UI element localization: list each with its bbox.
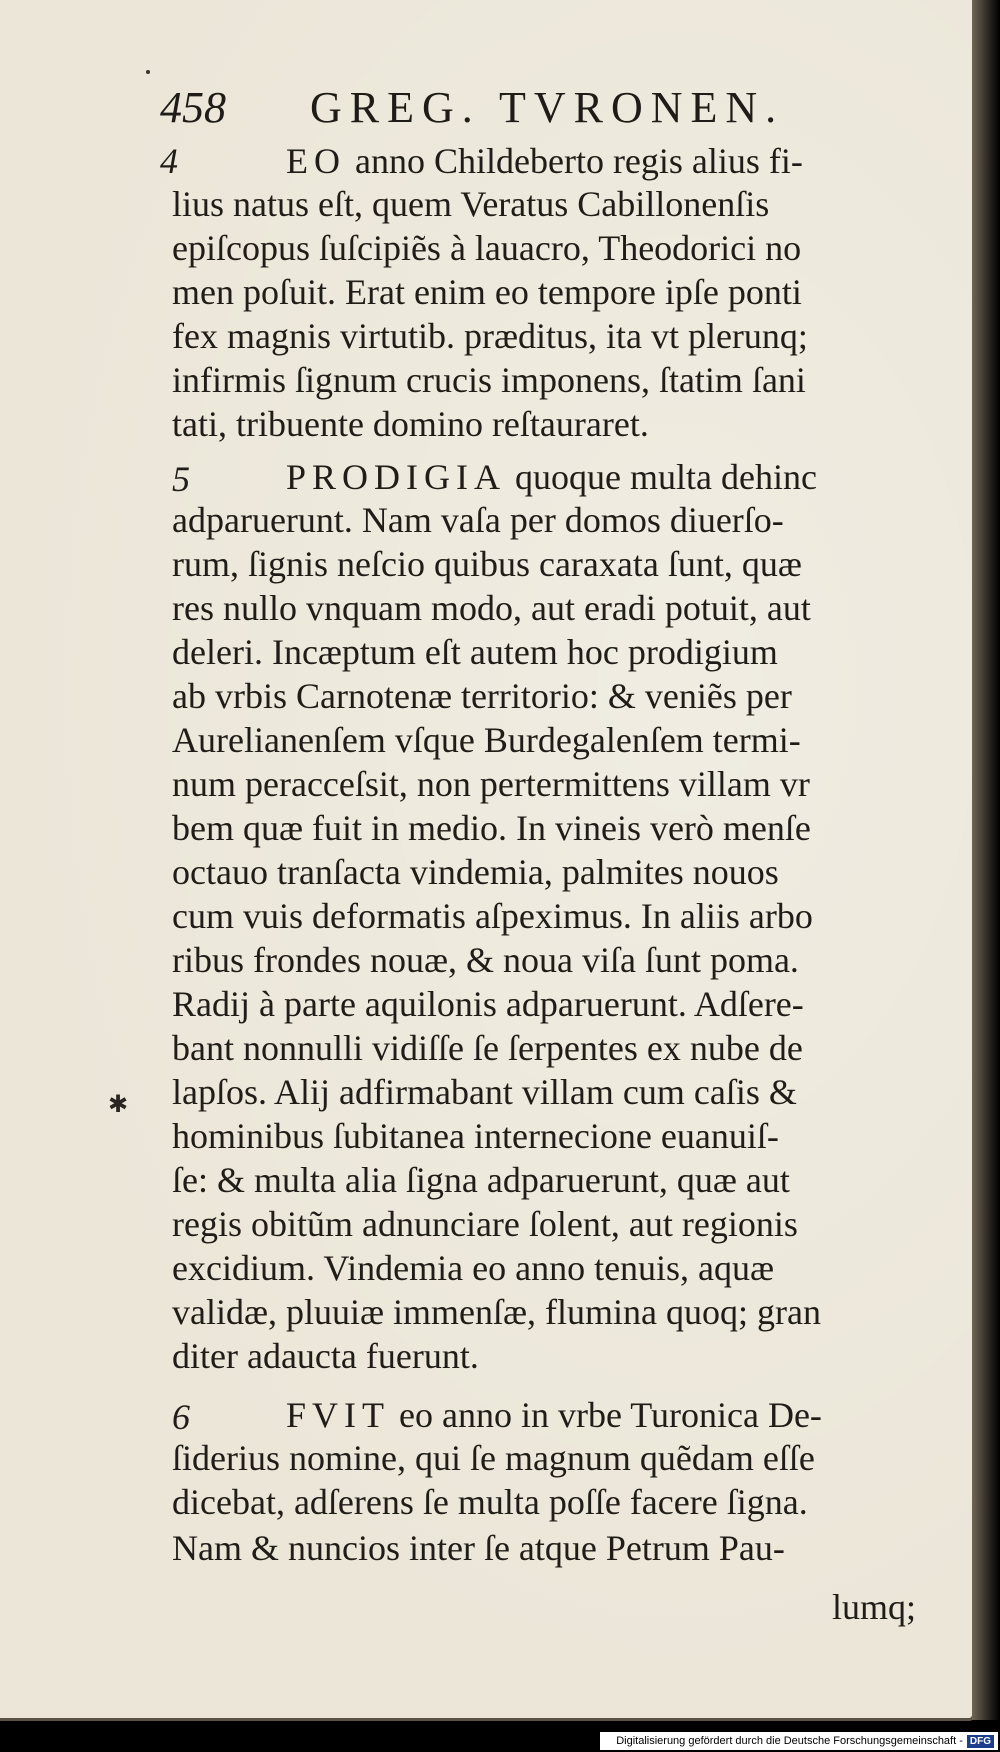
text-line: octauo tranſacta vindemia, palmites nouos bbox=[172, 852, 779, 892]
text-line: ab vrbis Carnotenæ territorio: & veniẽs per bbox=[172, 676, 792, 716]
text-line: cum vuis deformatis aſpeximus. In aliis arbo bbox=[172, 896, 813, 936]
text-line: hominibus ſubitanea internecione euanuiſ- bbox=[172, 1116, 779, 1156]
section-number: 5 bbox=[172, 459, 190, 499]
text-line: ſe: & multa alia ſigna adparuerunt, quæ aut bbox=[172, 1160, 790, 1200]
running-head: GREG. TVRONEN. bbox=[310, 83, 785, 132]
credit-text: Digitalisierung gefördert durch die Deutsche Forschungsgemeinschaft - bbox=[616, 1735, 963, 1747]
text-line: infirmis ſignum crucis imponens, ſtatim ſani bbox=[172, 360, 806, 400]
margin-dot bbox=[146, 70, 150, 74]
text-line: Radij à parte aquilonis adparuerunt. Adſere- bbox=[172, 984, 804, 1024]
digitization-credit bbox=[600, 1732, 998, 1750]
text-line: fex magnis virtutib. præditus, ita vt plerunq; bbox=[172, 316, 808, 356]
text-line: bem quæ fuit in medio. In vineis verò menſe bbox=[172, 808, 811, 848]
section-head-rest: quoque multa dehinc bbox=[515, 457, 817, 497]
text-line: dicebat, adſerens ſe multa poſſe facere ſigna. bbox=[172, 1482, 808, 1522]
text-line: Aurelianenſem vſque Burdegalenſem termi- bbox=[172, 720, 801, 760]
text-line: men poſuit. Erat enim eo tempore ipſe ponti bbox=[172, 272, 802, 312]
section-head-rest: anno Childeberto regis alius fi- bbox=[355, 141, 803, 181]
text-line: res nullo vnquam modo, aut eradi potuit, aut bbox=[172, 588, 811, 628]
section-head-word: FVIT bbox=[286, 1395, 390, 1435]
text-line: epiſcopus ſuſcipiẽs à lauacro, Theodorici no bbox=[172, 228, 802, 268]
dfg-logo: DFG bbox=[967, 1735, 994, 1748]
section-number: 6 bbox=[172, 1397, 190, 1437]
page-header bbox=[160, 82, 960, 132]
text-line: lapſos. Alij adfirmabant villam cum caſis & bbox=[172, 1072, 797, 1112]
text-line: diter adaucta fuerunt. bbox=[172, 1336, 479, 1376]
section-head-word: EO bbox=[286, 141, 346, 181]
section-head-line bbox=[286, 456, 817, 498]
margin-asterisk-icon: ✱ bbox=[108, 1090, 129, 1118]
section-head-rest: eo anno in vrbe Turonica De- bbox=[399, 1395, 822, 1435]
text-line: regis obitũm adnunciare ſolent, aut regionis bbox=[172, 1204, 798, 1244]
text-line: tati, tribuente domino reſtauraret. bbox=[172, 404, 649, 444]
text-line: ribus frondes nouæ, & noua viſa ſunt poma. bbox=[172, 940, 799, 980]
section-head-line bbox=[286, 140, 803, 182]
text-line: num peracceſsit, non pertermittens villam vr bbox=[172, 764, 810, 804]
text-line: excidium. Vindemia eo anno tenuis, aquæ bbox=[172, 1248, 775, 1288]
text-line: rum, ſignis neſcio quibus caraxata ſunt, quæ bbox=[172, 544, 802, 584]
text-line: bant nonnulli vidiſſe ſe ſerpentes ex nube de bbox=[172, 1028, 803, 1068]
text-line: adparuerunt. Nam vaſa per domos diuerſo- bbox=[172, 500, 784, 540]
section-head-word: PRODIGIA bbox=[286, 457, 507, 497]
page-edge bbox=[972, 0, 1000, 1720]
catchword: lumq; bbox=[832, 1587, 917, 1627]
text-line: ſiderius nomine, qui ſe magnum quẽdam eſſe bbox=[172, 1438, 815, 1478]
page-number: 458 bbox=[160, 83, 226, 132]
text-line: Nam & nuncios inter ſe atque Petrum Pau- bbox=[172, 1528, 785, 1568]
text-line: deleri. Incæptum eſt autem hoc prodigium bbox=[172, 632, 778, 672]
section-number: 4 bbox=[160, 141, 178, 181]
text-line: lius natus eſt, quem Veratus Cabillonenſis bbox=[172, 184, 770, 224]
text-line: validæ, pluuiæ immenſæ, flumina quoq; gran bbox=[172, 1292, 821, 1332]
section-head-line bbox=[286, 1394, 822, 1436]
